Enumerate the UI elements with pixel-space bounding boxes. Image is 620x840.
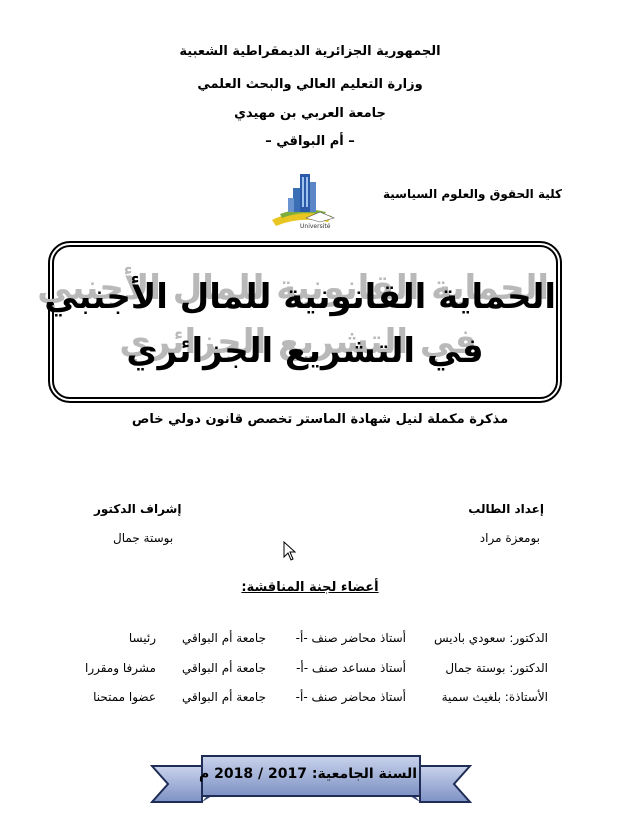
faculty-name: كلية الحقوق والعلوم السياسية [382, 187, 562, 201]
university-logo-icon [266, 168, 338, 230]
supervisor-name: بوستة جمال [113, 531, 174, 545]
member-role: مشرفا ومقررا [84, 661, 156, 675]
member-university: جامعة أم البواقي [182, 690, 266, 704]
member-role: رئيسا [128, 631, 156, 645]
member-role: عضوا ممتحنا [93, 690, 156, 704]
member-university: جامعة أم البواقي [182, 661, 266, 675]
header-city: – أم البواقي – [265, 134, 355, 149]
committee-row [0, 631, 620, 651]
student-name: بومعزة مراد [479, 531, 540, 545]
thesis-subtitle: مذكرة مكملة لنيل شهادة الماستر تخصص قانون دولي خاص [131, 412, 509, 427]
committee-heading [0, 580, 620, 595]
committee-row [0, 690, 620, 710]
member-rank: أستاذ محاضر صنف -أ- [295, 631, 406, 645]
student-label: إعداد الطالب [468, 502, 544, 516]
member-rank: أستاذ مساعد صنف -أ- [296, 661, 406, 675]
member-name: الدكتور: سعودي باديس [433, 631, 548, 645]
supervisor-label: إشراف الدكتور [94, 502, 182, 516]
academic-year-text: السنة الجامعية: 2017 / 2018 م [199, 766, 417, 782]
member-name: الدكتور: بوستة جمال [445, 661, 548, 675]
university-logo [266, 168, 338, 230]
header-republic: الجمهورية الجزائرية الديمقراطية الشعبية [179, 44, 441, 59]
academic-year-banner [150, 752, 472, 808]
member-rank: أستاذ محاضر صنف -أ- [295, 690, 406, 704]
header-ministry: وزارة التعليم العالي والبحث العلمي [197, 77, 423, 92]
thesis-title-line-2: في التشريع الجزائري [126, 331, 484, 371]
committee-row [0, 661, 620, 681]
committee-heading-text: أعضاء لجنة المناقشة: [241, 580, 379, 595]
thesis-title-frame [44, 245, 558, 399]
mouse-cursor-icon [283, 541, 297, 565]
thesis-title-line-1: الحماية القانونية للمال الأجنبي [44, 277, 556, 317]
member-university: جامعة أم البواقي [182, 631, 266, 645]
header-university: جامعة العربي بن مهيدي [234, 106, 386, 121]
logo-text: Université [300, 223, 331, 230]
member-name: الأستاذة: بلغيث سمية [441, 690, 548, 704]
